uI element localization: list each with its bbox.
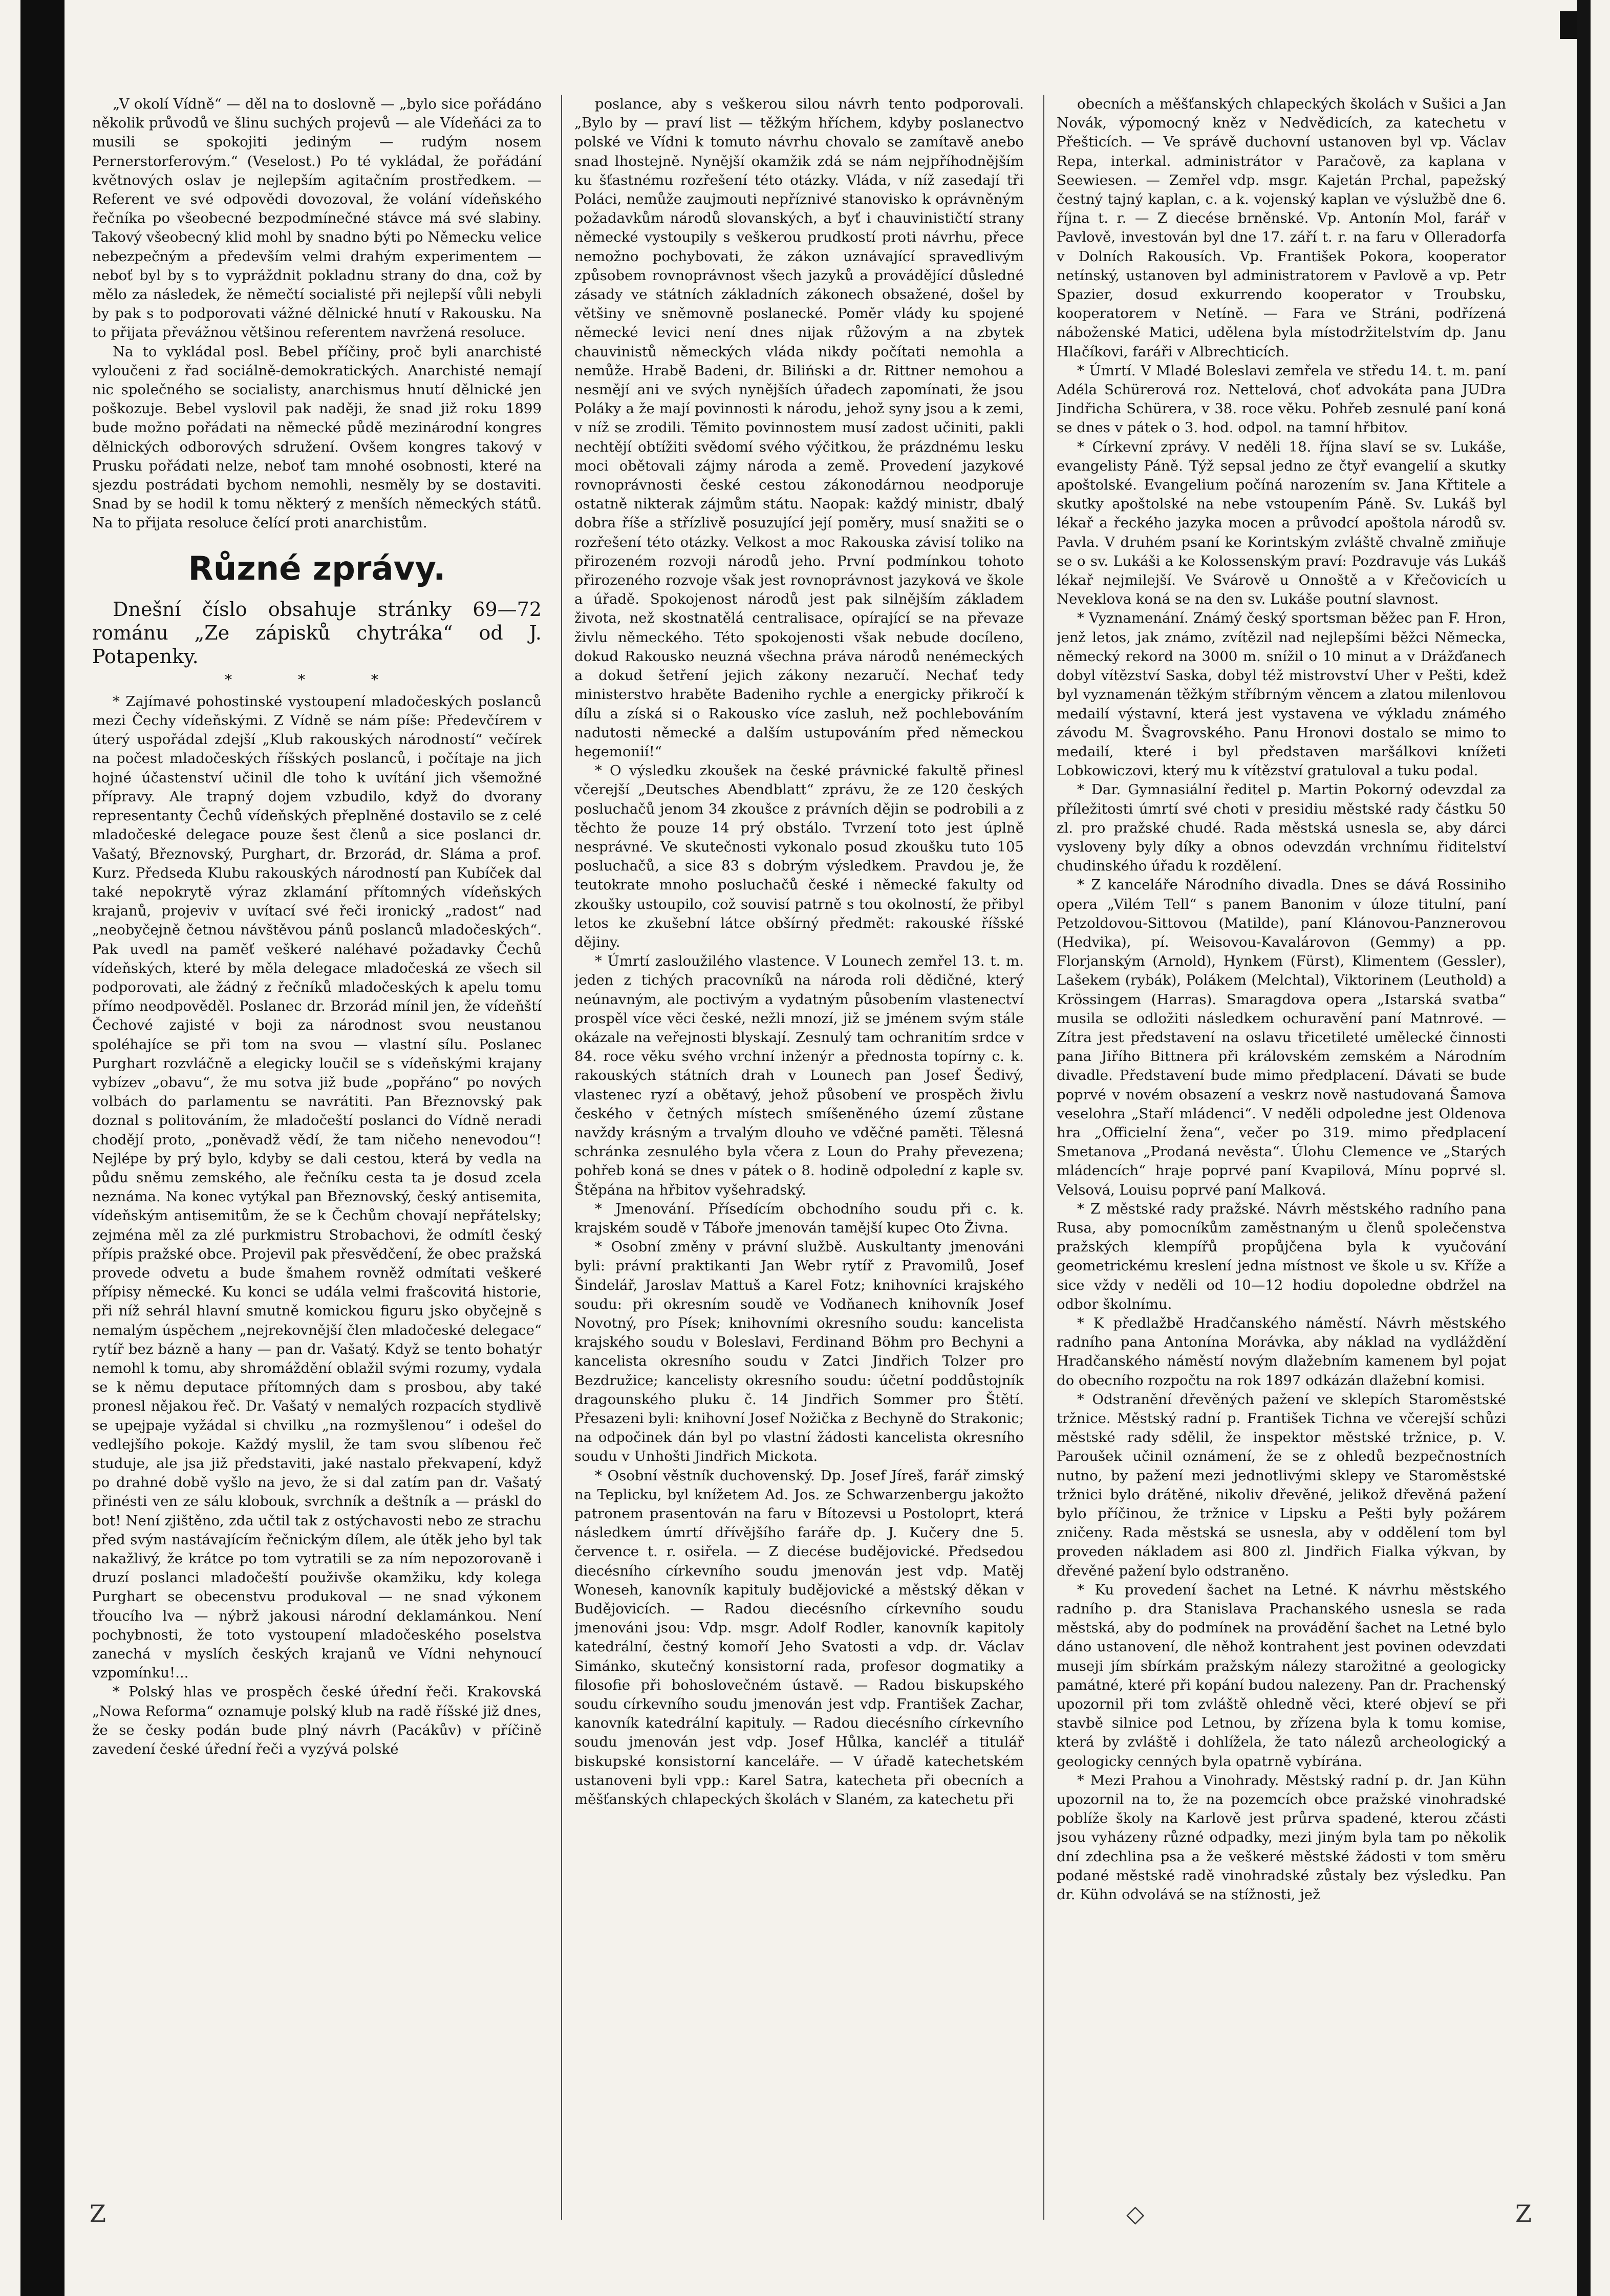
scan-corner-mark [1560,11,1577,39]
article-paragraph: Na to vykládal posl. Bebel příčiny, proč byli anarchisté vyloučeni z řad sociálně-demokratických. Anarchisté nemají nic společného se socialisty, anarchismus hnutí dělnické jen poškozuje. Bebel vyslovil pak naději, že snad již roku 1899 bude možno pořádati na německé půdě mezinárodní kongres dělnických odborových sdružení. Ovšem kongres takový v Prusku pořádati nelze, neboť tam mnohé osobnosti, které na sjezdu postrádati bychom nemohli, nesměly by se dostaviti. Snad by se hodil k tomu některý z menších německých států. Na to přijata resoluce čelící proti anarchistům. [92,343,542,532]
news-item: * Dar. Gymnasiální ředitel p. Martin Pokorný odevzdal za příležitosti úmrtí své choti v presidiu městské rady částku 50 zl. pro pražské chudé. Rada městská usnesla se, aby dárci vysloveny byly díky a obnos odevzdán vrchnímu řiditelství chudinského úřadu k rozdělení. [1057,781,1506,875]
news-item: * Úmrtí zasloužilého vlastence. V Lounech zemřel 13. t. m. jeden z tichých pracovníků na národa roli dědičné, který neúnavným, ale poctivým a vydatným působením vlastenectví prospěl více věci české, nežli mnozí, již se jménem svým stále okázale na veřejnosti blyskají. Zesnulý tam ochranitím srdce v 84. roce věku svého vrchní inženýr a přednosta topírny c. k. rakouských státních drah v Lounech pan Josef Šedivý, vlastenec ryzí a obětavý, jehož působení ve prospěch živlu českého v četných místech smíšeněného území zůstane navždy krásným a trvalým dlouho ve vděčné paměti. Tělesná schránka zesnulého byla včera z Loun do Prahy převezena; pohřeb koná se dnes v pátek o 8. hodině odpolední z kaple sv. Štěpána na hřbitov vyšehradský. [574,953,1024,1198]
column-2 [574,95,1024,2220]
column-rule [1043,95,1044,2220]
news-item: * K předlažbě Hradčanského náměstí. Návrh městského radního pana Antonína Morávka, aby náklad na vydláždění Hradčanského náměstí novým dlažebním kamenem byl pojat do obecního rozpočtu na rok 1897 odkázán dlažební komisi. [1057,1315,1506,1389]
news-item: * Úmrtí. V Mladé Boleslavi zemřela ve středu 14. t. m. paní Adéla Schürerová roz. Nettelová, choť advokáta pana JUDra Jindřicha Schürera, v 38. roce věku. Pohřeb zesnulé paní koná se dnes v pátek o 3. hod. odpol. na tamní hřbitov. [1057,362,1506,436]
news-item: * Vyznamenání. Známý český sportsman běžec pan F. Hron, jenž letos, jak známo, zvítězil nad nejlepšími běžci Německa, německý rekord na 3000 m. snížil o 10 minut a v Drážďanech dobyl vítězství Saska, dobyl též mistrovství Uher v Pešti, kdež byl vyznamenán těžkým stříbrným věncem a zlatou milenlovou medailí výstavní, která jest vystavena ve výkladu známého závodu M. Švagrovského. Panu Hronovi dostalo se mimo to medailí, které i byl představen maršálkovi knížeti Lobkowiczovi, který mu k vítězství gratuloval a tuku podal. [1057,610,1506,779]
news-item: * Osobní věstník duchovenský. Dp. Josef Jíreš, farář zimský na Teplicku, byl knížetem Ad. Jos. ze Schwarzenbergu jakožto patronem prasentován na faru v Bítozevsi u Postoloprt, která následkem úmrtí dřívějšího faráře dp. J. Kučery dne 5. července t. r. osiřela. — Z diecése budějovické. Předsedou diecésního církevního soudu jmenován jest vdp. Matěj Woneseh, kanovník kapituly budějovické a městský děkan v Budějovicích. — Radou diecésního církevního soudu jmenováni jsou: Vdp. msgr. Adolf Rodler, kanovník kapitoly katedrální, čestný komoří Jeho Svatosti a vdp. dr. Václav Simánko, skutečný konsistorní rada, profesor dogmatiky a filosofie při bohoslovečném ústavě. — Radou biskupského soudu církevního soudu jmenován jest vdp. František Zachar, kanovník katedrální kapituly. — Radou diecésního církevního soudu jmenován jest vdp. Josef Hůlka, kancléř a titulář biskupské konsistorní kanceláře. — V úřadě katechetském ustanoveni byli vpp.: Karel Satra, katecheta při obecních a měšťanských chlapeckých školách v Slaném, za katechetu při [574,1467,1024,1808]
article-paragraph: „V okolí Vídně“ — děl na to doslovně — „bylo sice pořádáno několik průvodů ve šlinu suchých projevů — ale Vídeňáci za to musili se spokojiti jediným — rudým nosem Pernerstorferovým.“ (Veselost.) Po té vykládal, že pořádání květnových oslav je nejlepším agitačním prostředkem. — Referent ve své odpovědi dovozoval, že volání vídeňského řečníka po všeobecné bezpodmínečné stávce má své slabiny. Takový všeobecný klid mohl by snadno býti po Německu velice nebezpečným a především velmi drahým experimentem — neboť byl by s to vypráždnit pokladnu strany do dna, což by mělo za následek, že němečtí socialisté při nejlepší vůli nebyli by pak s to podporovati vážné dělnické hnutí v Rakousku. Na to přijata převážnou většinou referentem navržená resoluce. [92,96,542,341]
newspaper-page [92,95,1541,2220]
news-item: * O výsledku zkoušek na české právnické fakultě přinesl včerejší „Deutsches Abendblatt“ zprávu, že ze 120 českých posluchačů jenom 34 zkoušce z právních dějin se podrobili a z těchto že pouze 14 prý obstálo. Tvrzení toto jest úplně nesprávné. Ve skutečnosti vykonalo posud zkoušku tuto 105 posluchačů, a sice 83 s dobrým výsledkem. Pravdou je, že teutokrate mnoho posluchačů české i německé fakulty od zkoušky ustoupilo, což souvisí patrně s tou okolností, že přibyl letos ke zkušební látce obšírný předmět: rakouské říšské dějiny. [574,762,1024,950]
section-heading: Různé zprávy. [188,549,446,588]
news-item: * Zajímavé pohostinské vystoupení mladočeských poslanců mezi Čechy vídeňskými. Z Vídně se nám píše: Předevčírem v úterý uspořádal zdejší „Klub rakouských národností“ večírek na počest mladočeských říšských poslanců, i počítaje na jich hojné účastenství učinil dle toho k uvítání jich všemožné přípravy. Ale trapný dojem vzbudilo, když do dvorany representanty Čechů vídeňských přeplněné dostavilo se z celé mladočeské delegace pouze šest členů a sice poslanci dr. Vašatý, Březnovský, Purghart, dr. Brzorád, dr. Sláma a prof. Kurz. Předseda Klubu rakouských národností pan Kubíček dal také nepokrytě výraz zklamání přítomných vídeňských krajanů, projeviv v uvítací své řeči ironický „radost“ nad „neobyčejně četnou návštěvou pánů poslanců mladočeských“. Pak uvedl na paměť veškeré naléhavé požadavky Čechů vídeňských, které by měla delegace mladočeská ze všech sil podporovati, ale žádný z řečníků mladočeských k apelu tomu přímo neodpověděl. Poslanec dr. Brzorád mínil jen, že vídeňští Čechové zajisté v boji za národnost svou neustanou spoléhajíce se při tom na svou — vlastní sílu. Poslanec Purghart rozvláčně a elegicky loučil se s vídeňskými krajany vybízev „obavu“, že mu sotva již bude „popřáno“ po nových volbách do parlamentu se navrátiti. Pan Březnovský pak doznal s politováním, že mladočeští poslanci do Vídně neradi chodějí proto, „poněvadž vědí, že tam ničeho nenevodou“! Nejlépe by prý bylo, kdyby se dali cestou, která by vedla na půdu sněmu zemského, ale řečníku cesta ta je dosud zcela neznáma. Na konec vytýkal pan Březnovský, český antisemita, vídeňským antisemitům, že se k Čechům chovají nepřátelsky; zejména měl za zlé purkmistru Strobachovi, že odmítl český přípis pražské obce. Projevil pak přesvědčení, že obec pražská provede odvetu a bude šmahem rovněž odmítati veškeré přípisy německé. Ku konci se udála velmi frašcovitá historie, při níž sehrál hlavní smutně komickou figuru jsko obyčejně s nemalým úspěchem „nejrekovnější člen mladočeské delegace“ rytíř bez bázně a hany — pan dr. Vašatý. Když se tento bohatýr nemohl k tomu, aby shromáždění oblažil svými rozumy, vydala se k němu deputace přítomných dam s prosbou, aby také pronesl nějakou řeč. Dr. Vašatý v nemalých rozpacích stydlivě se upejpaje vyžádal si chvilku „na rozmyšlenou“ i odešel do vedlejšího pokoje. Každý myslil, že tam svou slíbenou řeč studuje, ale jsa již představiti, jaké nastalo překvapení, když po drahné době vyšlo na jevo, že si dal zatím pan dr. Vašatý přinésti ven ze sálu klobouk, svrchník a deštník a — práskl do bot! Není zjištěno, zda učtil tak z ostýchavosti nebo ze strachu před svým nastávajícím řečnickým dílem, ale útěk jeho byl tak nakažlivý, že krátce po tom vytratili se za ním nepozorovaně i druzí poslanci mladočeští použivše okamžiku, kdy kolega Purghart se obecenstvu produkoval — ne snad výkonem třoucího lva — nýbrž jakousi národní deklamánkou. Není pochybnosti, že toto vystoupení mladočeského poselstva zanechá v myslích českých krajanů ve Vídni nehynoucí vzpomínku!... [92,693,542,1682]
news-item: * Jmenování. Přísedícím obchodního soudu při c. k. krajském soudě v Táboře jmenován tamější kupec Oto Živna. [574,1200,1024,1236]
footer-mark: Z [1515,2200,1532,2227]
column-rule [561,95,562,2220]
news-item: * Osobní změny v právní službě. Auskultanty jmenováni byli: právní praktikanti Jan Webr rytíř z Pravomilů, Josef Šindelář, Jaroslav Mattuš a Karel Fotz; knihovníci krajského soudu: při okresním soudě ve Vodňanech knihovník Josef Novotný, pro Písek; knihovními okresního soudu: kancelista krajského soudu v Boleslavi, Ferdinand Böhm pro Bechyni a kancelista okresního soudu v Zatci Jindřich Tolzer pro Bezdružice; kancelisty okresního soudu: účetní poddůstojník dragounského pluku č. 14 Jindřich Sommer pro Štětí. Přesazeni byli: knihovní Josef Nožička z Bechyně do Strakonic; na odpočinek dán byl po vlastní žádosti kancelista okresního soudu v Unhošti Jindřich Mickota. [574,1239,1024,1465]
column-1 [92,95,542,2220]
lead-notice: Dnešní číslo obsahuje stránky 69—72 románu „Ze zápisků chytráka“ od J. Potapenky. [92,598,542,668]
footer-mark: ◇ [1126,2200,1145,2227]
separator-stars: * * * [225,671,409,688]
article-paragraph: obecních a měšťanských chlapeckých školách v Sušici a Jan Novák, výpomocný kněz v Nedvědicích, za katechetu v Přešticích. — Ve správě duchovní ustanoven byl vp. Václav Repa, interkal. administrátor v Paračově, za kaplana v Seewiesen. — Zemřel vdp. msgr. Kajetán Prchal, papežský čestný tajný kaplan, c. a k. vojenský kaplan ve výslužbě dne 6. října t. r. — Z diecése brněnské. Vp. Antonín Mol, farář v Pavlově, investován byl dne 17. září t. r. na faru v Olleradorfa v Dolních Rakousích. Vp. František Pokora, kooperator netínský, ustanoven byl administratorem v Pavlově a vp. Petr Spazier, dosud exkurrendo kooperator v Troubsku, kooperatorem v Netíně. — Fara ve Stráni, podřízená náboženské Matici, udělena byla místodržitelstvím dp. Janu Hlačíkovi, faráři v Albrechticích. [1057,96,1506,360]
scan-border-right [1577,0,1591,2296]
news-item: * Z kanceláře Národního divadla. Dnes se dává Rossiniho opera „Vilém Tell“ s panem Banonim v úloze titulní, paní Petzoldovou-Sittovou (Matilde), paní Klánovou-Panznerovou (Hedvika), pí. Weisovou-Kavalárovon (Gemmy) a pp. Florjanským (Arnold), Hynkem (Fürst), Klimentem (Gessler), Lašekem (rybák), Polákem (Melchtal), Viktorinem (Leuthold) a Krössingem (Harras). Smaragdova opera „Istarská svatba“ musila se odložiti následkem ochuravění paní Matnrové. — Zítra jest představení na oslavu třicetileté umělecké činnosti pana Jiřího Bittnera při královském zemském a Národním divadle. Představení bude mimo předplacení. Dávati se bude poprvé v novém obsazení a veskrz nově nastudovaná Šamova veselohra „Staří mládenci“. V neděli odpoledne jest Oldenova hra „Officielní žena“, večer po 319. mimo předplacení Smetanova „Prodaná nevěsta“. Úlohu Clemence ve „Starých mládencích“ hraje poprvé paní Kvapilová, Mínu poprvé sl. Velsová, Louisu poprvé paní Malková. [1057,877,1506,1198]
footer-mark: Z [90,2200,106,2227]
news-item: * Odstranění dřevěných pažení ve sklepích Staroměstské tržnice. Městský radní p. František Tichna ve včerejší schůzi městské rady sdělil, že inspektor městské tržnice, p. V. Paroušek učinil oznámení, že se z ohledů bezpečnostních nutno, by pažení mezi jednotlivými sklepy ve Staroměstské tržnici bylo drátěné, nikoliv dřevěné, jelikož dřevěná pažení bylo příčinou, že tržnice v Lipsku a Pešti byly požárem zničeny. Rada městská se usnesla, aby v oddělení tom byl proveden nákladem asi 800 zl. Jindřich Fialka výkvan, by dřevěné pažení bylo odstraněno. [1057,1391,1506,1579]
column-3 [1057,95,1506,2220]
news-item: * Církevní zprávy. V neděli 18. října slaví se sv. Lukáše, evangelisty Páně. Týž sepsal jedno ze čtyř evangelií a skutky apoštolské. Evangelium počíná narozením sv. Jana Křtitele a skutky apoštolské na nebe vstoupením Páně. Sv. Lukáš byl lékař a řeckého jazyka mocen a průvodcí apoštola národů sv. Pavla. V druhém psaní ke Korintským zvláště chvalně zmiňuje se o sv. Lukáši a ke Kolossenským praví: Pozdravuje vás Lukáš lékař nejmilejší. Ve Svárově u Onnoště a v Křečovicích u Neveklova koná se na den sv. Lukáše poutní slavnost. [1057,438,1506,608]
scan-border-left [20,0,65,2296]
news-item: * Polský hlas ve prospěch české úřední řeči. Krakovská „Nowa Reforma“ oznamuje polský klub na radě říšské již dnes, že se česky podán bude plný návrh (Pacákův) v příčině zavedení české úřední řeči a vyzývá polské [92,1684,542,1758]
news-item: * Ku provedení šachet na Letné. K návrhu městského radního p. dra Stanislava Prachanského usnesla se rada městská, aby do podmínek na provádění šachet na Letné bylo dáno ustanovení, dle něhož kontrahent jest povinen odevzdati museji jím sbírkám pražským nálezy starožitné a geologicky památné, které při kopání budou nalezeny. Pan dr. Prachenský upozornil při tom zvláště ohledně věci, které objeví se při stavbě silnice pod Letnou, by zřízena byla k tomu komise, která by zvláště i dohlížela, že tato nálezů archeologický a geologicky cenných byla opatrně vybírána. [1057,1581,1506,1770]
news-item: * Z městské rady pražské. Návrh městského radního pana Rusa, aby pomocníkům zaměstnaným u členů společenstva pražských klempířů propůjčena byla k vyučování geometrickému kreslení jedna místnost ve škole u sv. Kříže a sice vždy v neděli od 10—12 hodiu dopoledne obdržel na odbor školnímu. [1057,1200,1506,1312]
article-paragraph: poslance, aby s veškerou silou návrh tento podporovali. „Bylo by — praví list — těžkým hříchem, kdyby poslanectvo polské ve Vídni k tomuto návrhu chovalo se zamítavě anebo snad lhostejně. Nynější okamžik zdá se nám nejpříhodnějším ku šťastnému rozřešení této otázky. Vláda, v níž zasedají tři Poláci, nemůže zaujmouti nepříznivé stanovisko k oprávněným požadavkům národů slovanských, a byť i chauvinističtí strany německé vystoupily s veškerou prudkostí proti návrhu, přece nemožno pochybovati, že zákon uznávající spravedlivým způsobem rovnoprávnost všech jazyků a provádějící důsledné zásady ve státních základních zákonech obsažené, došel by většiny ve sněmovně poslanecké. Poměr vlády ku spojené německé levici není dnes nijak růžovým a na zbytek chauvinistů německých vláda nikdy počítati nemohla a nemůže. Hrabě Badeni, dr. Biliński a dr. Rittner nemohou a nesmějí ani ve svých nynějších úřadech zapomínati, že jsou Poláky a že mají povinnosti k národu, jehož syny jsou a k zemi, v níž se zrodili. Těmito povinnostem musí zadost učiniti, pakli nechtějí obtížiti svědomí svého výčitkou, že prázdnému lesku moci obětovali zájmy národa a země. Provedení jazykové rovnoprávnosti české cestou zákonodárnou neodporuje ostatně nikterak zájmům státu. Naopak: každý ministr, dbalý dobra říše a střízlivě posuzující její poměry, musí snažiti se o rozřešení této otázky. Velkost a moc Rakouska závisí toliko na přirozeném rozvoji národů jeho. První podmínkou tohoto přirozeného rozvoje však jest rovnoprávnost jazyková ve škole a úřadě. Spokojenost národů jest pak silnějším základem života, než skostnatělá centralisace, opírající se na převaze živlu německého. Této spokojenosti však nebude docíleno, dokud Rakousko neuzná všechna práva národů nenémeckých a dokud šetření jejich zákony nezaručí. Nechať tedy ministerstvo hraběte Badeniho rychle a energicky přikročí k dílu a získá si o Rakousko více zasluh, než pochlebováním nadutosti německé a dalším ustupováním před německou hegemonií!“ [574,96,1024,760]
news-item: * Mezi Prahou a Vinohrady. Městský radní p. dr. Jan Kühn upozornil na to, že na pozemcích obce pražské vinohradské poblíže školy na Karlově jest průrva spadené, kterou zčásti jsou vyházeny různé odpadky, mezi jiným byla tam po několik dní zdechlina psa a že veškeré městské žádosti v tom směru podané městské radě vinohradské zůstaly bez výsledku. Pan dr. Kühn odvolává se na stížnosti, jež [1057,1772,1506,1903]
